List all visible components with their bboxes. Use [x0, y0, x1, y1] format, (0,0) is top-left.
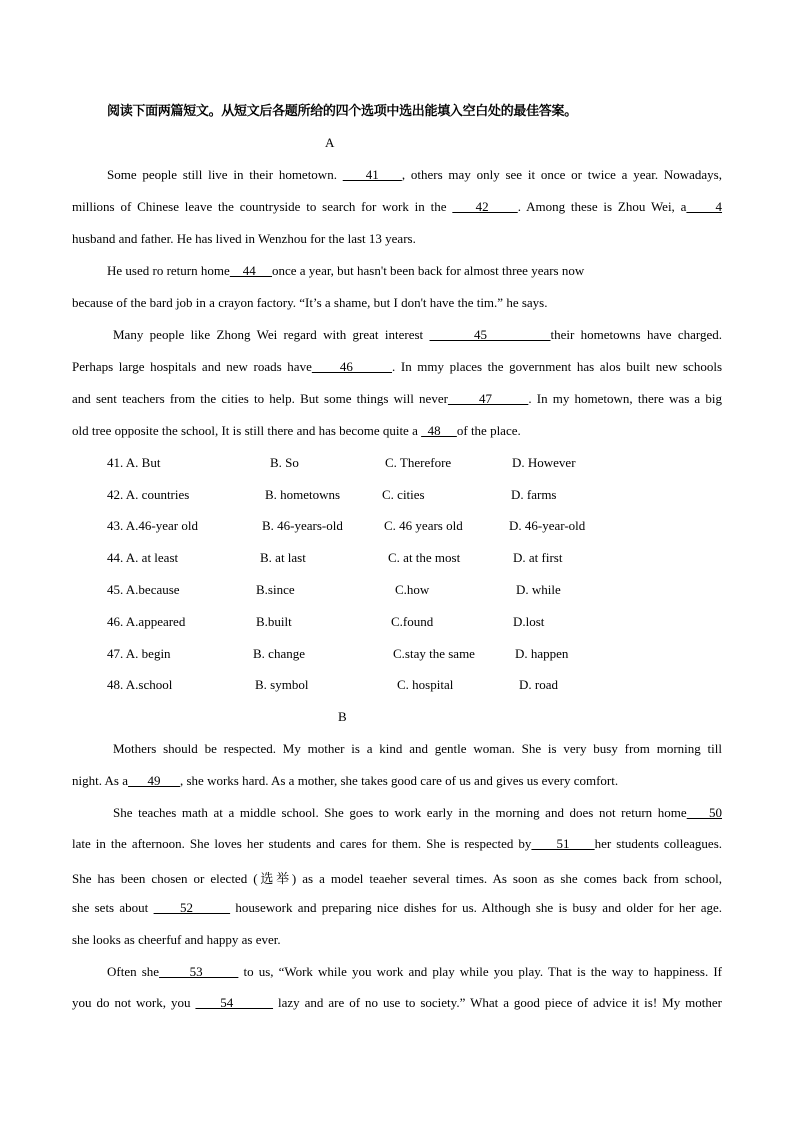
passage-a-line-3	[72, 231, 722, 247]
option-48-a[interactable]: 48. A.school	[107, 677, 173, 692]
text-segment: He used ro return home	[107, 263, 230, 278]
text-segment: because of the bard job in a crayon factory. “It’s a shame, but I don't have the tim.” he says.	[72, 295, 548, 310]
section-b-label: B	[338, 709, 347, 724]
text-segment: you do not work, you	[72, 995, 196, 1010]
text-segment: . Among these is Zhou Wei, a	[517, 199, 687, 214]
text-segment: her students colleagues.	[594, 836, 723, 851]
text-segment: and sent teachers from the cities to help. But some things will never	[72, 391, 448, 406]
option-46-a[interactable]: 46. A.appeared	[107, 614, 186, 629]
option-43-a[interactable]: 43. A.46-year old	[107, 518, 198, 533]
passage-b-line-3	[113, 805, 722, 821]
text-segment: She teaches math at a middle school. She goes to work early in the morning and does not return home	[113, 805, 687, 820]
option-47-b[interactable]: B. change	[253, 646, 305, 661]
passage-a-line-6	[113, 327, 722, 343]
text-segment: Mothers should be respected. My mother is a kind and gentle woman. She is very busy from morning till	[113, 741, 722, 756]
option-44-c[interactable]: C. at the most	[388, 550, 461, 565]
text-segment: their hometowns have charged.	[550, 327, 722, 342]
option-47-a[interactable]: 47. A. begin	[107, 646, 171, 661]
passage-a-line-7	[72, 359, 722, 375]
text-segment: millions of Chinese leave the countryside to search for work in the	[72, 199, 453, 214]
blank-45[interactable]: 45	[429, 327, 551, 342]
blank-54[interactable]: 54	[195, 995, 274, 1010]
text-segment: Many people like Zhong Wei regard with great interest	[113, 327, 430, 342]
blank-48[interactable]: 48	[421, 423, 457, 438]
text-segment: to us, “Work while you work and play while you play. That is the way to happiness. If	[238, 964, 722, 979]
blank-51[interactable]: 51	[531, 836, 595, 851]
text-segment: late in the afternoon. She loves her students and cares for them. She is respected by	[72, 836, 532, 851]
option-44-a[interactable]: 44. A. at least	[107, 550, 179, 565]
option-45-d[interactable]: D. while	[516, 582, 561, 597]
option-47-d[interactable]: D. happen	[515, 646, 569, 661]
passage-a-line-9	[72, 423, 722, 439]
passage-b-line-8	[107, 964, 722, 980]
blank-42[interactable]: 42	[452, 199, 518, 214]
text-segment: housework and preparing nice dishes for us. Although she is busy and older for her age.	[230, 900, 723, 915]
blank-41[interactable]: 41	[342, 167, 402, 182]
text-segment: of the place.	[456, 423, 521, 438]
option-46-c[interactable]: C.found	[391, 614, 434, 629]
passage-a-line-4	[107, 263, 757, 279]
blank-43[interactable]: 4	[686, 199, 723, 214]
option-41-b[interactable]: B. So	[270, 455, 299, 470]
option-41-a[interactable]: 41. A. But	[107, 455, 161, 470]
passage-b-line-5	[72, 868, 722, 887]
option-43-b[interactable]: B. 46-years-old	[262, 518, 343, 533]
passage-a-line-5	[72, 295, 722, 311]
passage-b-line-6	[72, 900, 722, 916]
blank-46[interactable]: 46	[311, 359, 393, 374]
text-segment: night. As a	[72, 773, 128, 788]
option-41-d[interactable]: D. However	[512, 455, 576, 470]
blank-52[interactable]: 52	[153, 900, 231, 915]
text-segment: Some people still live in their hometown.	[107, 167, 343, 182]
text-segment: , she works hard. As a mother, she takes good care of us and gives us every comfort.	[179, 773, 619, 788]
text-segment: Often she	[107, 964, 160, 979]
passage-b-line-2	[72, 773, 722, 789]
blank-47[interactable]: 47	[447, 391, 529, 406]
option-43-d[interactable]: D. 46-year-old	[509, 518, 586, 533]
option-42-d[interactable]: D. farms	[511, 487, 557, 502]
option-41-c[interactable]: C. Therefore	[385, 455, 452, 470]
section-a-label: A	[325, 135, 335, 150]
passage-b-line-7	[72, 932, 722, 948]
blank-44[interactable]: 44	[229, 263, 272, 278]
option-45-a[interactable]: 45. A.because	[107, 582, 180, 597]
text-segment: she looks as cheerfuf and happy as ever.	[72, 932, 281, 947]
text-segment: husband and father. He has lived in Wenzhou for the last 13 years.	[72, 231, 416, 246]
passage-a-line-1	[107, 167, 722, 183]
passage-a-line-8	[72, 391, 722, 407]
option-45-b[interactable]: B.since	[256, 582, 295, 597]
text-segment: lazy and are of no use to society.” What a good piece of advice it is! My mother	[273, 995, 722, 1010]
option-48-d[interactable]: D. road	[519, 677, 558, 692]
option-43-c[interactable]: C. 46 years old	[384, 518, 463, 533]
option-45-c[interactable]: C.how	[395, 582, 430, 597]
text-segment: . In mmy places the government has alos built new schools	[392, 359, 723, 374]
text-segment: old tree opposite the school, It is still there and has become quite a	[72, 423, 422, 438]
passage-a-line-2	[72, 199, 722, 215]
option-46-d[interactable]: D.lost	[513, 614, 545, 629]
option-44-b[interactable]: B. at last	[260, 550, 306, 565]
option-47-c[interactable]: C.stay the same	[393, 646, 475, 661]
text-segment: She has been chosen or elected (选举) as a model teaeher several times. As soon as she comes back from school,	[72, 871, 722, 886]
blank-53[interactable]: 53	[159, 964, 239, 979]
option-42-b[interactable]: B. hometowns	[265, 487, 341, 502]
text-segment: , others may only see it once or twice a year. Nowadays,	[401, 167, 722, 182]
passage-b-line-4	[72, 836, 722, 852]
option-46-b[interactable]: B.built	[256, 614, 292, 629]
text-segment: she sets about	[72, 900, 154, 915]
option-48-c[interactable]: C. hospital	[397, 677, 454, 692]
option-44-d[interactable]: D. at first	[513, 550, 563, 565]
option-42-a[interactable]: 42. A. countries	[107, 487, 190, 502]
blank-50[interactable]: 50	[686, 805, 723, 820]
option-48-b[interactable]: B. symbol	[255, 677, 309, 692]
text-segment: once a year, but hasn't been back for almost three years now	[272, 263, 585, 278]
passage-b-line-1	[113, 741, 722, 757]
passage-b-line-9	[72, 995, 722, 1011]
blank-49[interactable]: 49	[127, 773, 180, 788]
instruction-heading: 阅读下面两篇短文。从短文后各题所给的四个选项中选出能填入空白处的最佳答案。	[107, 104, 577, 119]
text-segment: Perhaps large hospitals and new roads have	[72, 359, 312, 374]
option-42-c[interactable]: C. cities	[382, 487, 425, 502]
text-segment: . In my hometown, there was a big	[528, 391, 722, 406]
